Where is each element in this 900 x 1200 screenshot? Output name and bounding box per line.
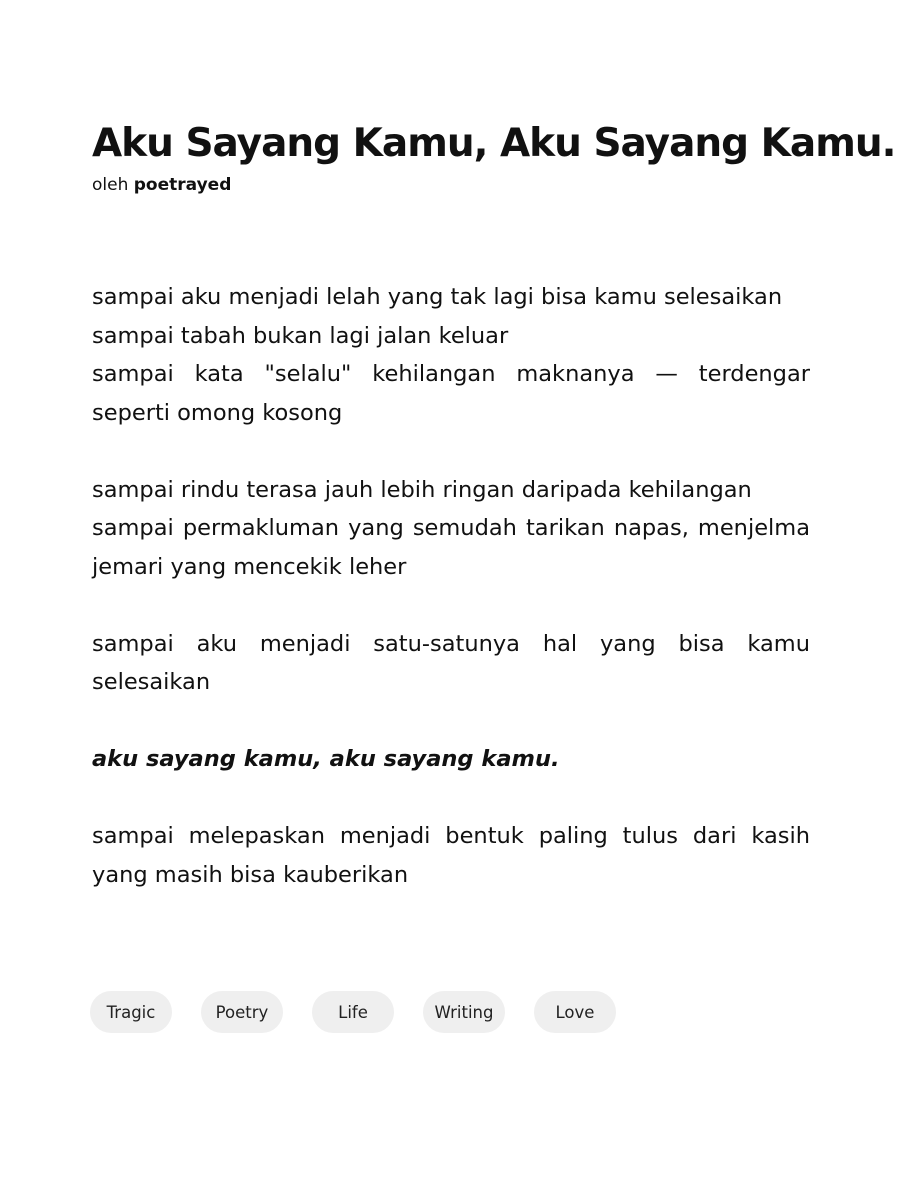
byline <box>92 174 810 196</box>
stanza <box>92 471 810 587</box>
stanza <box>92 625 810 702</box>
tag-chip[interactable]: Poetry <box>201 991 283 1033</box>
author-name[interactable]: poetrayed <box>133 175 232 195</box>
poem-line: sampai aku menjadi satu-satunya hal yang bisa kamu <box>92 630 810 657</box>
tag-chip[interactable]: Life <box>312 991 394 1033</box>
poem-line: sampai melepaskan menjadi bentuk paling tulus dari kasih <box>92 823 810 849</box>
stanza <box>92 817 810 894</box>
poem-body <box>92 278 810 894</box>
refrain-stanza <box>92 740 810 779</box>
tag-chip[interactable]: Tragic <box>90 991 172 1033</box>
poem-line: yang masih bisa kauberikan <box>92 861 409 888</box>
poem-line: selesaikan <box>92 669 211 695</box>
poem-line: seperti omong kosong <box>92 399 343 426</box>
poem-line: sampai rindu terasa jauh lebih ringan daripada kehilangan <box>92 476 752 503</box>
poem-line: sampai tabah bukan lagi jalan keluar <box>92 322 509 349</box>
poem-line: sampai permakluman yang semudah tarikan napas, menjelma <box>92 515 810 541</box>
tag-chip[interactable]: Love <box>534 991 616 1033</box>
stanza <box>92 278 810 432</box>
poem-line: jemari yang mencekik leher <box>92 553 407 580</box>
tag-list <box>90 991 616 1033</box>
byline-prefix: oleh <box>92 175 129 195</box>
poem-line: sampai aku menjadi lelah yang tak lagi bisa kamu selesaikan <box>92 284 783 310</box>
poem-line: sampai kata "selalu" kehilangan maknanya — terdengar <box>92 361 810 387</box>
tag-chip[interactable]: Writing <box>423 991 505 1033</box>
post <box>92 118 896 933</box>
post-title: Aku Sayang Kamu, Aku Sayang Kamu. <box>92 121 896 166</box>
poem-line: aku sayang kamu, aku sayang kamu. <box>92 746 560 772</box>
